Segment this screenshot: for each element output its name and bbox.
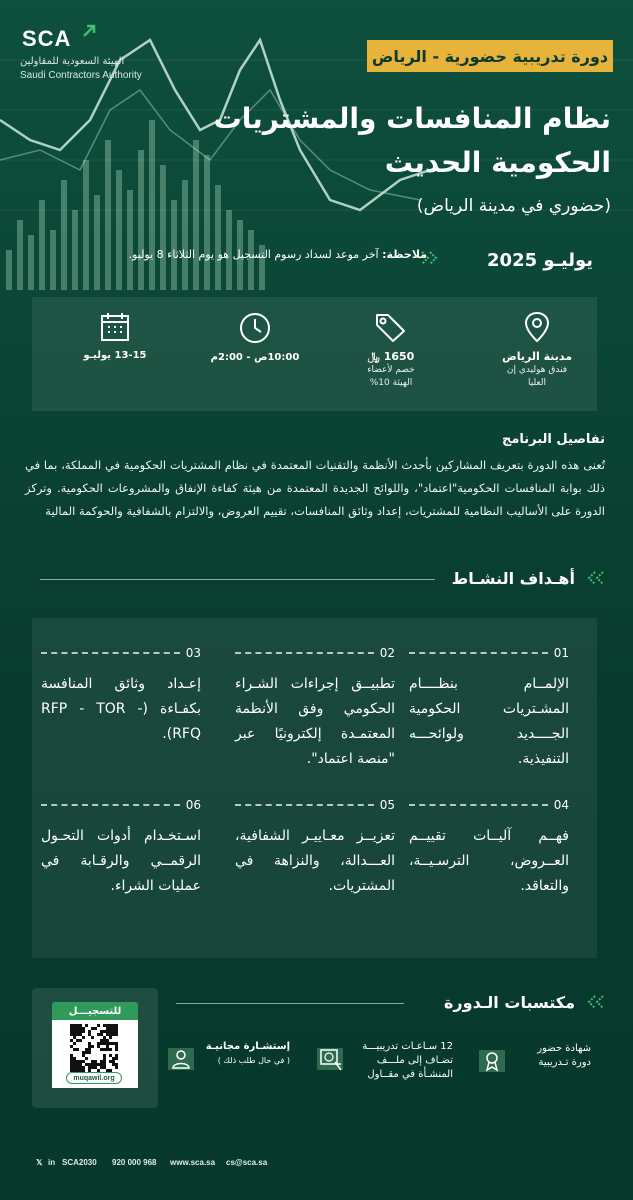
goal-number: 03 bbox=[185, 646, 201, 660]
goal-item bbox=[409, 646, 569, 772]
course-type-badge: دورة تدريبية حضورية - الرياض bbox=[367, 40, 613, 72]
goal-item bbox=[235, 798, 395, 899]
chart-bar bbox=[17, 220, 23, 290]
logo-text: SCA bbox=[22, 26, 72, 51]
chart-bar bbox=[83, 160, 89, 290]
register-url[interactable]: muqawil.org bbox=[66, 1072, 122, 1084]
chart-bar bbox=[149, 120, 155, 290]
clock-icon bbox=[238, 311, 272, 345]
chart-bar bbox=[116, 170, 122, 290]
page-title-line2: الحكومية الحديث bbox=[384, 146, 611, 179]
page-subtitle: (حضوري في مدينة الرياض) bbox=[416, 196, 611, 216]
divider bbox=[40, 579, 435, 580]
footer-email[interactable]: cs@sca.sa bbox=[226, 1158, 268, 1167]
member-discount: خصم لأعضاء الهيئة 10% bbox=[367, 365, 415, 388]
register-label: للتسجيـــل bbox=[52, 1002, 138, 1020]
divider bbox=[176, 1003, 404, 1004]
goal-item bbox=[409, 798, 569, 899]
gain-text: شهادة حضور دورة تـدريبية bbox=[537, 1043, 591, 1068]
dates-value: 13-15 يوليـو bbox=[83, 350, 147, 361]
chart-bar bbox=[28, 235, 34, 290]
goals-panel bbox=[32, 618, 597, 958]
chart-bar bbox=[204, 155, 210, 290]
chart-bar bbox=[72, 210, 78, 290]
qr-code-icon bbox=[52, 1022, 138, 1074]
goal-number: 04 bbox=[553, 798, 569, 812]
goal-text: تعزيــز معـاييـر الشفافية، العـــدالة، والنزاهة في المشتريات. bbox=[235, 828, 395, 894]
price-tag-icon bbox=[374, 311, 408, 343]
chart-bar bbox=[61, 180, 67, 290]
chart-bar bbox=[215, 185, 221, 290]
goal-number: 01 bbox=[553, 646, 569, 660]
logo-name-ar: الهيئة السعودية للمقاولين bbox=[20, 56, 125, 67]
certificate-icon bbox=[475, 1046, 509, 1076]
program-title: تفاصيل البرنامج bbox=[501, 432, 605, 447]
brand-logo bbox=[20, 22, 190, 92]
goal-text: فهــم آليــات تقييــم العــروض، الترسـيــة، والتعاقد. bbox=[409, 828, 569, 894]
info-location bbox=[487, 311, 587, 390]
clock-cursor-icon bbox=[313, 1044, 347, 1074]
x-icon[interactable]: 𝕏 bbox=[36, 1158, 43, 1167]
chart-bar bbox=[127, 190, 133, 290]
logo-name-en: Saudi Contractors Authority bbox=[20, 70, 142, 81]
gains-title: مكتسبات الـدورة bbox=[443, 992, 575, 1012]
chart-bar bbox=[138, 150, 144, 290]
program-description: تُعنى هذه الدورة بتعريف المشاركين بأحدث الأنظمة والتقنيات المعتمدة في نظام المشتريات الحكومية في المملكة، بما في ذلك بوابة المنافسات الحكومية"اعتماد"، واللوائح الجديدة المعتمدة من هيئة كفاءة الإنفاق والمشروعات الحكومية. وتركز الدورة على الأساليب النظامية للمشتريات، إعداد وثائق المنافسات، تقييم العروض، والالتزام بالشفافية والحوكمة المالية bbox=[25, 458, 605, 518]
course-month: يوليـو 2025 bbox=[487, 250, 593, 271]
gain-text: 12 سـاعـات تدريبيـــة تضـاف إلى ملـــف المنشـأة في مقــاول bbox=[362, 1041, 453, 1080]
goals-heading bbox=[452, 566, 605, 590]
chevrons-icon bbox=[583, 570, 605, 586]
location-title: مدينة الرياض bbox=[501, 350, 573, 363]
calendar-icon bbox=[99, 311, 131, 343]
registration-note bbox=[129, 248, 427, 261]
footer-hashtag: SCA2030 bbox=[62, 1158, 97, 1167]
logo-arrow-icon bbox=[82, 24, 96, 38]
footer-website[interactable]: www.sca.sa bbox=[170, 1158, 216, 1167]
gain-text: إستشـارة مجانيـة bbox=[205, 1041, 290, 1052]
gain-subtext: ( في حال طلب ذلك ) bbox=[217, 1056, 290, 1065]
chart-bar bbox=[6, 250, 12, 290]
chart-bar bbox=[171, 200, 177, 290]
page-title-line1: نظام المنافسات والمشتريات bbox=[213, 102, 611, 135]
gains-heading bbox=[444, 990, 605, 1014]
goal-number: 02 bbox=[379, 646, 395, 660]
goal-text: اسـتخـدام أدوات التحـول الرقمــي والرقـابة في عمليات الشراء. bbox=[41, 828, 201, 894]
location-detail: فندق هوليدي إن العليا bbox=[506, 365, 568, 388]
note-text: آخر موعد لسداد رسوم التسجيل هو يوم الثلاثاء 8 يوليو. bbox=[128, 248, 379, 261]
goals-title: أهـداف النشـاط bbox=[451, 568, 575, 588]
chevrons-icon bbox=[583, 994, 605, 1010]
location-pin-icon bbox=[524, 311, 550, 343]
registration-qr-card[interactable] bbox=[32, 988, 158, 1108]
consultant-icon bbox=[164, 1044, 198, 1074]
course-info-panel bbox=[32, 297, 597, 411]
time-value: 10:00ص - 2:00م bbox=[210, 352, 300, 363]
goal-number: 05 bbox=[379, 798, 395, 812]
goal-number: 06 bbox=[185, 798, 201, 812]
chart-bar bbox=[94, 195, 100, 290]
chart-bar bbox=[182, 180, 188, 290]
gain-certificate bbox=[481, 1042, 591, 1070]
chart-bar bbox=[39, 200, 45, 290]
goal-item bbox=[235, 646, 395, 772]
info-dates bbox=[65, 311, 165, 363]
gain-consultation bbox=[170, 1040, 290, 1068]
goal-text: تطبيــق إجراءات الشـراء الحكومي وفق الأنظمة المعتمـدة إلكترونيًا عبر "منصة اعتماد". bbox=[235, 676, 395, 767]
info-time bbox=[205, 311, 305, 365]
note-label: ملاحظة: bbox=[382, 248, 427, 261]
footer-phone[interactable]: 920 000 968 bbox=[112, 1158, 157, 1167]
chart-bar bbox=[105, 140, 111, 290]
goal-text: الإلمــام بنظــــام المشـتريات الحكومية الجــــديد ولوائحـــه التنفيذية. bbox=[409, 676, 569, 767]
goal-item bbox=[41, 646, 201, 747]
goal-item bbox=[41, 798, 201, 899]
chart-bar bbox=[193, 140, 199, 290]
chart-bar bbox=[50, 230, 56, 290]
info-price bbox=[341, 311, 441, 390]
linkedin-icon[interactable]: in bbox=[48, 1158, 56, 1167]
goal-text: إعـداد وثائق المنافسة بكفـاءة (- RFP - TOR RFQ). bbox=[41, 676, 201, 742]
chart-bar bbox=[160, 165, 166, 290]
price-value: 1650 ﷼ bbox=[367, 350, 415, 363]
gain-training-hours bbox=[313, 1040, 453, 1082]
